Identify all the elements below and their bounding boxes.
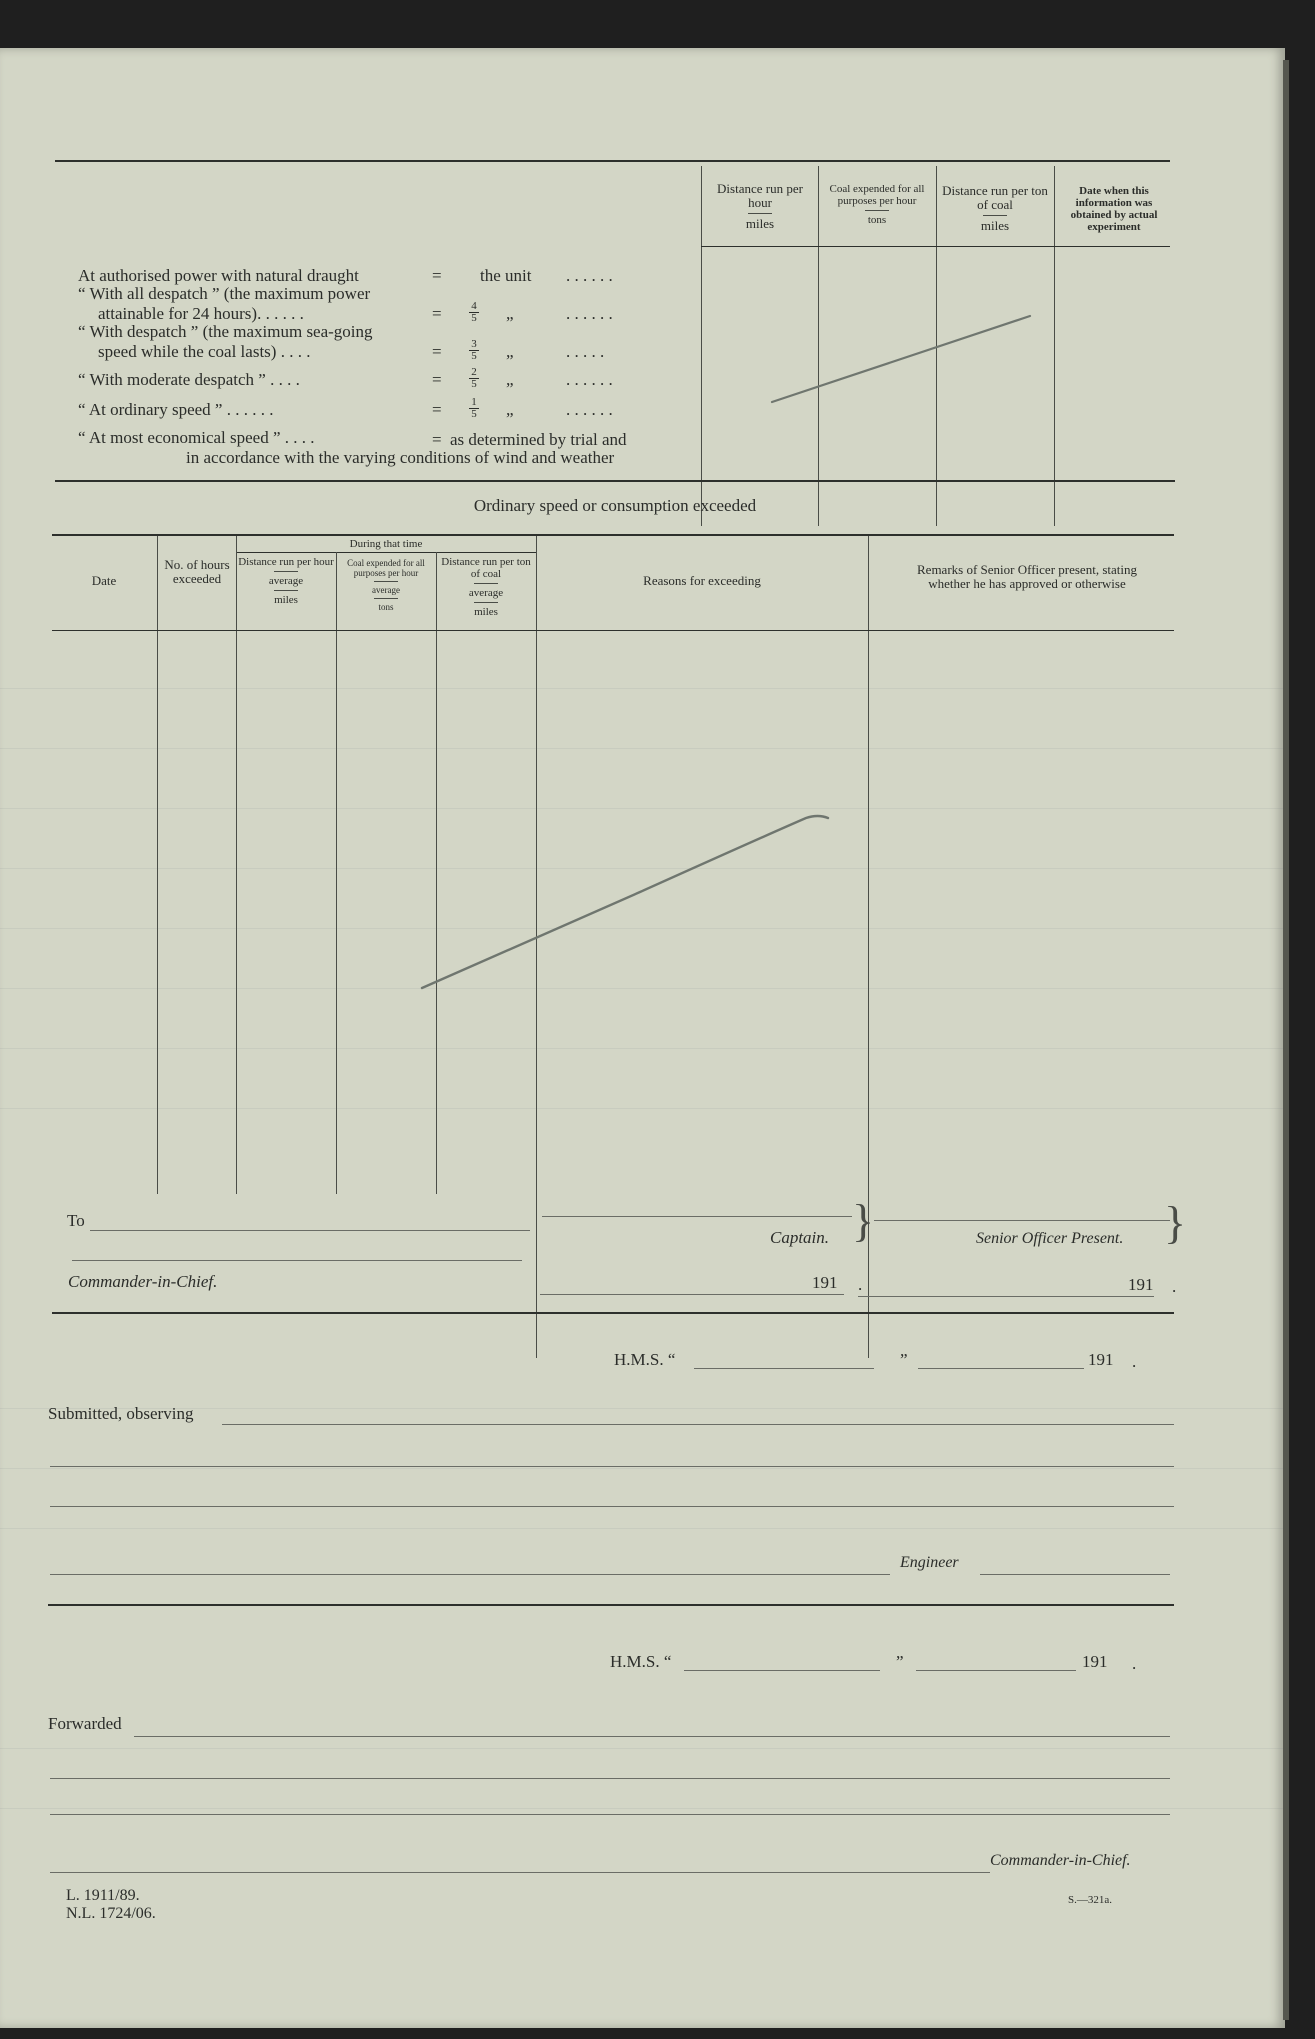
average-label: average <box>268 575 304 587</box>
header-label: Distance run per hour <box>717 181 803 210</box>
unit-miles: miles <box>474 606 498 618</box>
engineer-label: Engineer <box>900 1554 959 1571</box>
unit-tons: tons <box>378 602 394 612</box>
forwarded-label: Forwarded <box>48 1714 122 1733</box>
commander-in-chief-label: Commander-in-Chief. <box>990 1852 1131 1869</box>
row-despatch-cont: speed while the coal lasts) . . . . <box>98 342 311 361</box>
row-all-despatch-cont: attainable for 24 hours). . . . . . <box>98 304 304 323</box>
header-hours-exceeded: No. of hours exceeded <box>164 557 230 586</box>
ditto-mark: „ <box>506 342 514 361</box>
form-ref-2: N.L. 1724/06. <box>66 1905 156 1922</box>
senior-officer-label: Senior Officer Present. <box>976 1230 1124 1247</box>
during-that-time: During that time <box>349 538 423 550</box>
to-label: To <box>67 1211 85 1230</box>
year-label: 191 <box>1082 1652 1108 1671</box>
captain-dot: . <box>858 1275 863 1294</box>
average-label: average <box>372 585 400 595</box>
fraction-numerator: 1 <box>471 396 477 408</box>
ditto-mark: „ <box>506 370 514 389</box>
row-equals: = <box>432 266 442 285</box>
senior-dot: . <box>1172 1277 1177 1296</box>
header-date: Date <box>91 573 117 588</box>
brace-icon: } <box>852 1195 875 1246</box>
header-date-obtained: Date when this information was obtained by actual experiment <box>1070 185 1158 233</box>
header-label: Coal expended for all purposes per hour <box>347 558 425 578</box>
row-economical-speed: “ At most economical speed ” . . . . <box>78 428 315 447</box>
page-edge <box>1283 60 1289 2020</box>
row-dots: . . . . . . <box>566 400 613 419</box>
fraction-denominator: 5 <box>469 408 479 420</box>
hms-label: H.M.S. “ <box>610 1652 672 1671</box>
senior-year: 191 <box>1128 1275 1154 1294</box>
close-quote: ” <box>900 1350 908 1369</box>
year-dot: . <box>1132 1654 1137 1673</box>
fraction-numerator: 4 <box>471 300 477 312</box>
row-moderate-despatch: “ With moderate despatch ” . . . . <box>78 370 300 389</box>
exceeded-title: Ordinary speed or consumption exceeded <box>473 496 757 515</box>
captain-year: 191 <box>812 1273 838 1292</box>
fraction-numerator: 2 <box>471 366 477 378</box>
close-quote: ” <box>896 1652 904 1671</box>
row-economical-cont: in accordance with the varying conditions of wind and weather <box>186 448 615 467</box>
pencil-stroke <box>422 816 828 988</box>
unit-miles: miles <box>980 218 1010 233</box>
year-label: 191 <box>1088 1350 1114 1369</box>
row-value: as determined by trial and <box>450 430 627 449</box>
ditto-mark: „ <box>506 304 514 323</box>
row-dots: . . . . . . <box>566 266 613 285</box>
header-reasons: Reasons for exceeding <box>643 573 761 588</box>
ditto-mark: „ <box>506 400 514 419</box>
average-label: average <box>468 587 504 599</box>
unit-miles: miles <box>274 594 298 606</box>
row-authorised-power: At authorised power with natural draught <box>78 266 359 285</box>
fraction-numerator: 3 <box>471 338 477 350</box>
header-label: Coal expended for all purposes per hour <box>829 183 925 207</box>
row-value: the unit <box>480 266 532 285</box>
row-despatch: “ With despatch ” (the maximum sea-going <box>78 322 373 341</box>
unit-tons: tons <box>867 214 887 226</box>
row-dots: . . . . . . <box>566 304 613 323</box>
commander-in-chief-label: Commander-in-Chief. <box>68 1272 218 1291</box>
row-dots: . . . . . <box>566 342 605 361</box>
brace-icon: } <box>1164 1197 1187 1248</box>
form-code: S.—321a. <box>1068 1894 1112 1906</box>
header-remarks: Remarks of Senior Officer present, stating whether he has approved or otherwise <box>917 562 1137 591</box>
form-page <box>0 48 1285 2028</box>
header-label: Distance run per ton of coal <box>441 556 531 580</box>
year-dot: . <box>1132 1352 1137 1371</box>
unit-miles: miles <box>745 216 775 231</box>
submitted-observing-label: Submitted, observing <box>48 1404 194 1423</box>
pencil-stroke <box>772 316 1030 402</box>
row-dots: . . . . . . <box>566 370 613 389</box>
header-label: Distance run per ton of coal <box>942 183 1048 212</box>
row-equals: = <box>432 430 442 449</box>
row-equals: = <box>432 370 442 389</box>
form-ref-1: L. 1911/89. <box>66 1887 140 1904</box>
row-all-despatch: “ With all despatch ” (the maximum power <box>78 284 371 303</box>
fraction-denominator: 5 <box>469 378 479 390</box>
row-equals: = <box>432 400 442 419</box>
header-label: Distance run per hour <box>238 556 334 568</box>
fraction-denominator: 5 <box>469 350 479 362</box>
captain-label: Captain. <box>770 1228 830 1247</box>
row-equals: = <box>432 304 442 323</box>
row-equals: = <box>432 342 442 361</box>
hms-label: H.M.S. “ <box>614 1350 676 1369</box>
fraction-denominator: 5 <box>469 312 479 324</box>
row-ordinary-speed: “ At ordinary speed ” . . . . . . <box>78 400 274 419</box>
pencil-strokes <box>0 48 1285 2028</box>
